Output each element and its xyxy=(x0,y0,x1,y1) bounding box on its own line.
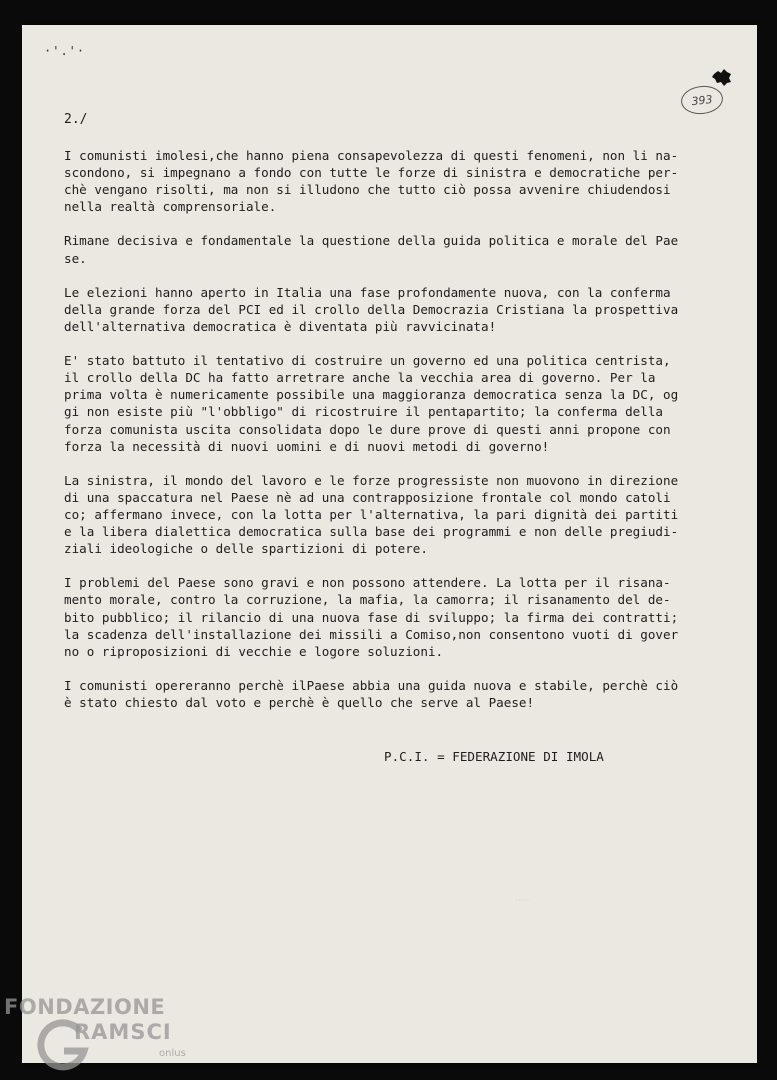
text-line: chè vengano risolti, ma non si illudono che tutto ciò possa avvenire chiudendosi xyxy=(64,182,671,198)
text-line: no o riproposizioni di vecchie e logore soluzioni. xyxy=(64,643,444,659)
text-line: I comunisti imolesi,che hanno piena consapevolezza di questi fenomeni, non li na- xyxy=(64,148,679,163)
corner-mark: ·'.'· xyxy=(44,44,86,58)
ink-blot-icon xyxy=(712,68,732,86)
text-line: co; affermano invece, con la lotta per l'alternativa, la pari dignità dei partiti xyxy=(64,506,679,522)
watermark-line-1: FONDAZIONE xyxy=(4,995,166,1019)
watermark-onlus: onlus xyxy=(159,1048,186,1059)
text-line: il crollo della DC ha fatto arretrare anche la vecchia area di governo. Per la xyxy=(64,370,656,386)
text-line: dell'alternativa democratica è diventata più ravvicinata! xyxy=(64,318,497,334)
text-line: bito pubblico; il rilancio di una nuova fase di sviluppo; la firma dei contratti; xyxy=(64,609,679,625)
text-line: nella realtà comprensoriale. xyxy=(64,199,277,215)
text-line: ziali ideologiche o delle spartizioni di potere. xyxy=(64,541,428,557)
paragraph xyxy=(64,232,679,266)
paragraph xyxy=(64,284,679,335)
text-line: la scadenza dell'installazione dei missili a Comiso,non consentono vuoti di gover xyxy=(64,626,679,642)
text-line: se. xyxy=(64,250,87,266)
paragraph xyxy=(64,147,679,215)
text-line: forza la necessità di nuovi uomini e di nuovi metodi di governo! xyxy=(64,438,550,454)
text-line: I problemi del Paese sono gravi e non possono attendere. La lotta per il risana- xyxy=(64,575,671,591)
faint-stamp: ····· xyxy=(515,896,530,906)
archive-number-stamp: 393 xyxy=(680,84,725,116)
paragraph xyxy=(64,472,679,557)
text-line: e la libera dialettica democratica sulla base dei programmi e non delle pregiudi- xyxy=(64,524,679,540)
text-line: E' stato battuto il tentativo di costruire un governo ed una politica centrista, xyxy=(64,353,671,369)
text-line: forza comunista uscita consolidata dopo le dure prove di questi anni propone con xyxy=(64,421,671,437)
paragraph xyxy=(64,574,679,659)
letter-body xyxy=(64,147,679,728)
fondazione-gramsci-watermark xyxy=(4,995,204,1075)
text-line: I comunisti opereranno perchè ilPaese abbia una guida nuova e stabile, perchè ciò xyxy=(64,677,679,693)
text-line: Le elezioni hanno aperto in Italia una fase profondamente nuova, con la conferma xyxy=(64,284,671,300)
paragraph xyxy=(64,352,679,455)
paragraph xyxy=(64,677,679,711)
text-line: mento morale, contro la corruzione, la mafia, la camorra; il risanamento del de- xyxy=(64,592,671,608)
page-number: 2./ xyxy=(64,112,88,127)
text-line: prima volta è numericamente possibile una maggioranza democratica senza la DC, og xyxy=(64,387,679,403)
text-line: della grande forza del PCI ed il crollo della Democrazia Cristiana la prospettiva xyxy=(64,301,679,317)
signature: P.C.I. = FEDERAZIONE DI IMOLA xyxy=(384,749,604,764)
text-line: di una spaccatura nel Paese nè ad una contrapposizione frontale col mondo catoli xyxy=(64,489,671,505)
text-line: Rimane decisiva e fondamentale la questione della guida politica e morale del Pae xyxy=(64,233,679,249)
text-line: gi non esiste più "l'obbligo" di ricostruire il pentapartito; la conferma della xyxy=(64,404,663,420)
text-line: scondono, si impegnano a fondo con tutte le forze di sinistra e democratiche per- xyxy=(64,165,679,181)
watermark-line-2: RAMSCI xyxy=(74,1020,172,1044)
text-line: è stato chiesto dal voto e perchè è quello che serve al Paese! xyxy=(64,695,535,710)
text-line: La sinistra, il mondo del lavoro e le forze progressiste non muovono in direzione xyxy=(64,472,679,488)
